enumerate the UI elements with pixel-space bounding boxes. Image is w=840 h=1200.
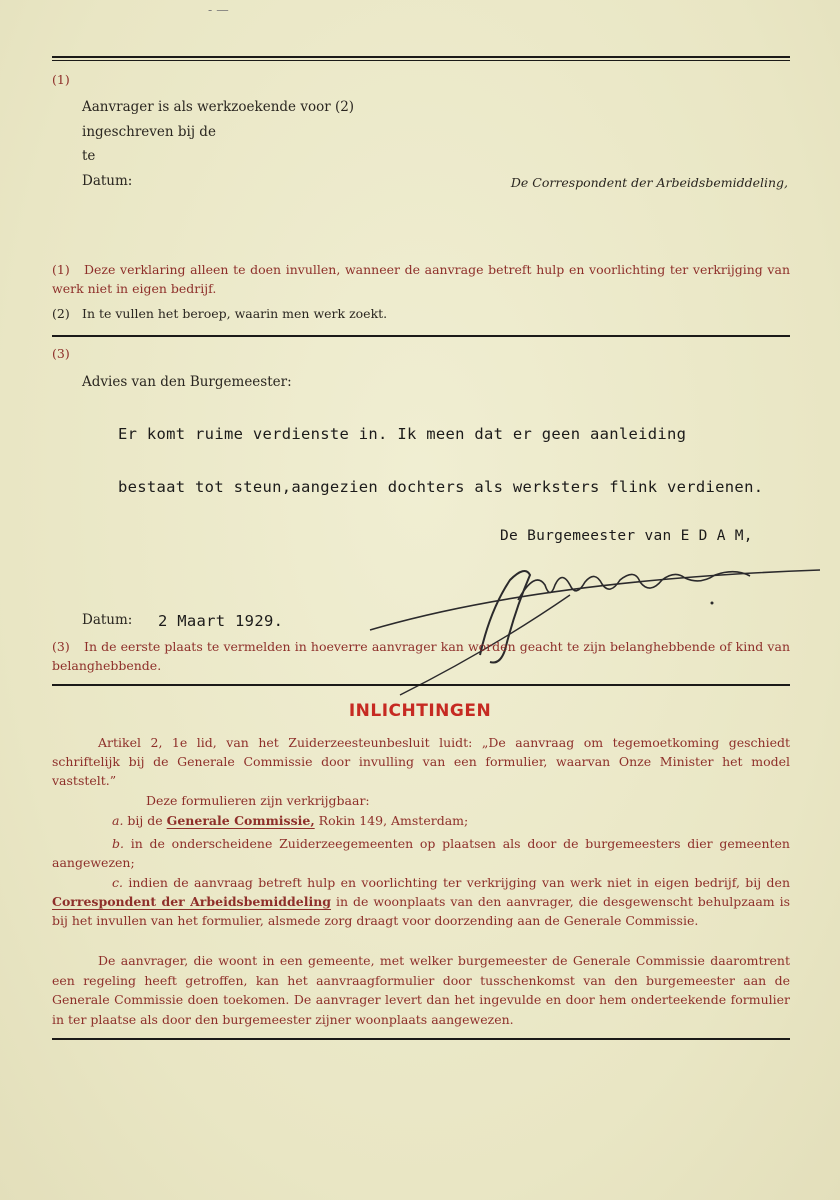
note2-text: In te vullen het beroep, waarin men werk zoekt. bbox=[82, 306, 388, 321]
advies-label: Advies van den Burgemeester: bbox=[82, 374, 292, 390]
section1-line2: ingeschreven bij de bbox=[82, 124, 216, 140]
inlichtingen-rule bbox=[52, 684, 790, 686]
item-a-post: Rokin 149, Amsterdam; bbox=[318, 813, 469, 828]
typed-burgemeester: De Burgemeester van E D A M, bbox=[500, 528, 753, 544]
item-b-marker: b. bbox=[112, 836, 124, 851]
section3-datum-value: 2 Maart 1929. bbox=[158, 612, 284, 630]
top-rule bbox=[52, 56, 790, 58]
item-c bbox=[52, 873, 790, 930]
item-b bbox=[52, 834, 790, 872]
item-b-text: in de onderscheidene Zuiderzeegemeenten op plaatsen als door de burgemeesters dier gemeenten aangewezen; bbox=[52, 836, 790, 870]
note1-marker: (1) bbox=[52, 262, 70, 277]
note1-text: Deze verklaring alleen te doen invullen, wanneer de aanvrage betreft hulp en voorlichting ter verkrijging van werk niet in eigen bedrijf. bbox=[52, 262, 790, 296]
typed-advice-line1: Er komt ruime verdienste in. Ik meen dat er geen aanleiding bbox=[118, 425, 687, 443]
inlichtingen-para3: De aanvrager, die woont in een gemeente, met welker burgemeester de Generale Commissie daaromtrent een regeling heeft getroffen, kan het aanvraagformulier door tusschenkomst van den burgemeester aan de Generale Commissie doen toekomen. De aanvrager levert dan het ingevulde en door hem onderteekende formulier in ter plaatse als door den burgemeester zijner woonplaats aangewezen. bbox=[52, 953, 790, 1027]
item-c-pre: indien de aanvraag betreft hulp en voorlichting ter verkrijging van werk niet in eigen bedrijf, bij den bbox=[128, 875, 790, 890]
item-c-marker: c. bbox=[112, 875, 123, 890]
section3-rule bbox=[52, 335, 790, 337]
item-a-org: Generale Commissie, bbox=[166, 813, 315, 828]
top-marks: - — bbox=[208, 2, 229, 17]
item-c-post: in de woonplaats van den aanvrager, die desgewenscht behulpzaam is bij het invullen van het formulier, alsmede zorg draagt voor doorzending aan de Generale Commissie. bbox=[52, 894, 790, 928]
inlichtingen-heading: INLICHTINGEN bbox=[348, 701, 492, 721]
section1-line3: te bbox=[82, 148, 96, 164]
note3-text: In de eerste plaats te vermelden in hoeverre aanvrager kan worden geacht te zijn belanghebbende of kind van belanghebbende. bbox=[52, 639, 790, 673]
section1-line1: Aanvrager is als werkzoekende voor (2) bbox=[82, 99, 355, 115]
item-a-pre: bij de bbox=[127, 813, 163, 828]
bottom-rule bbox=[52, 1038, 790, 1040]
item-a-marker: a. bbox=[112, 813, 124, 828]
note3-marker: (3) bbox=[52, 639, 70, 654]
note2-marker: (2) bbox=[52, 306, 70, 321]
item-c-org: Correspondent der Arbeidsbemiddeling bbox=[52, 894, 332, 909]
section1-datum-label: Datum: bbox=[82, 173, 133, 189]
inlichtingen-para1: Artikel 2, 1e lid, van het Zuiderzeesteunbesluit luidt: „De aanvraag om tegemoetkoming geschiedt schriftelijk bij de Generale Commissie door invulling van een formulier, waarvan Onze Minister het model vaststelt.” bbox=[52, 735, 790, 788]
top-rule-thin bbox=[52, 60, 790, 61]
item-a bbox=[52, 813, 790, 828]
inlichtingen-para2: Deze formulieren zijn verkrijgbaar: bbox=[146, 793, 370, 808]
section1-marker: (1) bbox=[52, 72, 70, 87]
typed-advice-line2: bestaat tot steun,aangezien dochters als werksters flink verdienen. bbox=[118, 478, 764, 496]
section3-marker: (3) bbox=[52, 346, 70, 361]
section3-datum-label: Datum: bbox=[82, 612, 133, 628]
correspondent-signatory: De Correspondent der Arbeidsbemiddeling, bbox=[510, 175, 788, 190]
